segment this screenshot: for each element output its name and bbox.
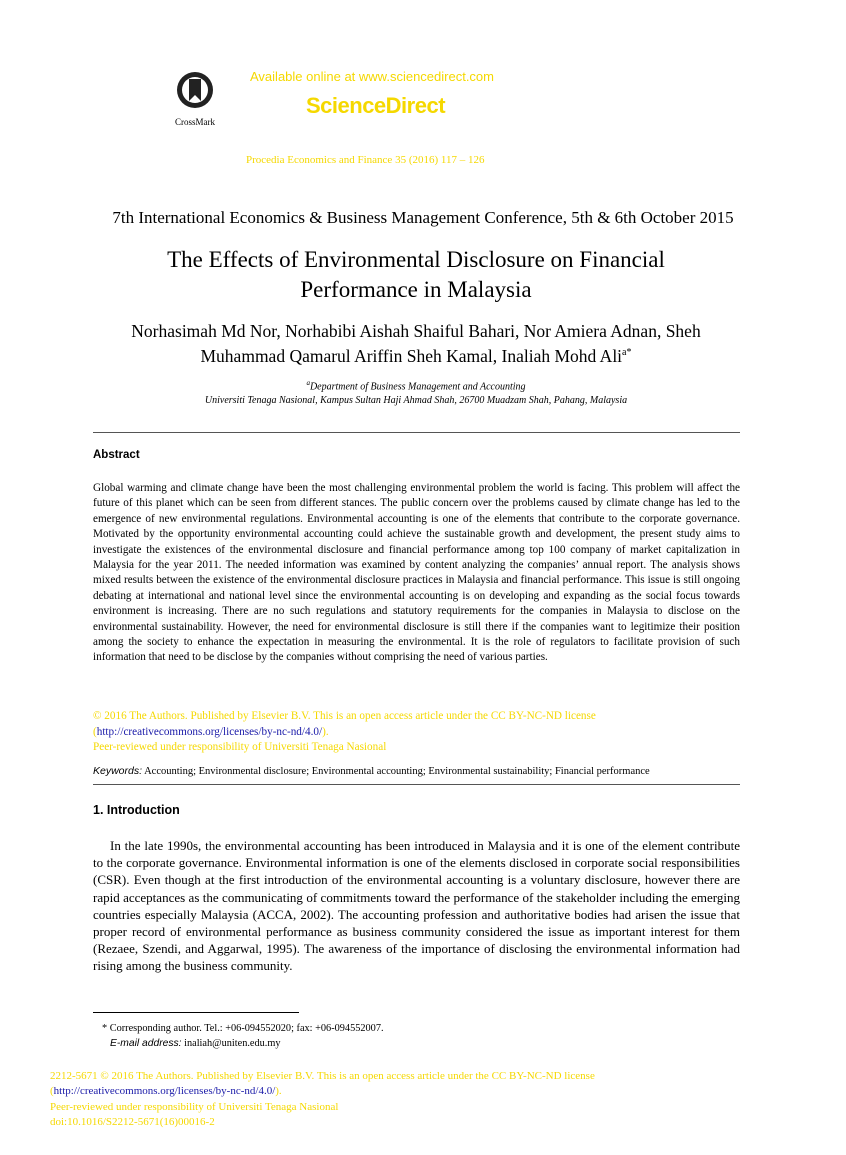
crossmark-label: CrossMark [175,117,215,127]
license-paren-open: ( [93,725,97,738]
bottom-license-line-1: 2212-5671 © 2016 The Authors. Published by Elsevier B.V. This is an open access article under the CC BY-NC-ND license [50,1070,595,1082]
authors-line-1: Norhasimah Md Nor, Norhabibi Aishah Shaiful Bahari, Nor Amiera Adnan, Sheh [131,321,701,341]
affiliation-address: Universiti Tenaga Nasional, Kampus Sultan Haji Ahmad Shah, 26700 Muadzam Shah, Pahang, Malaysia [204,395,628,407]
email-label: E-mail address: [110,1038,182,1049]
introduction-heading: 1. Introduction [93,803,180,817]
keywords-text: Accounting; Environmental disclosure; Environmental accounting; Environmental sustainability; Financial performance [144,766,650,777]
abstract-text: Global warming and climate change have been the most challenging environmental problem the world is facing. This problem will affect the future of this planet which can be seen from different stances. The public concern over the problems caused by climate change has led to the emergence of new environmental regulations. Environmental accounting is one of the elements that contribute to the corporate governance. Motivated by the opportunity environmental accounting could achieve the sustainable growth and development, the present study aims to investigate the existences of the environmental disclosure and financial performance among top 100 company of market capitalization in Malaysia for the year 2011. The needed information was examined by content analyzing the companies’ annual report. The analysis shows mixed results between the existence of the environmental disclosure practices in Malaysia and financial performance. This issue is still ongoing debating at international and national level since the environmental accounting is on developing and expanding as the social focus towards environment is increasing. There are no such regulations and statutory requirements for the companies in Malaysia to disclose on the environmental sustainability. However, the need for environmental disclosure is still there if the companies want to legitimize their position among the society to enhance the expectation in measuring the environmental. It is the role of regulators to facilitate provision of such information that need to be disclose by the companies without comprising the need of various parties. [93,482,740,664]
introduction-text: In the late 1990s, the environmental accounting has been introduced in Malaysia and it is one of the element contribute to the corporate governance. Environmental information is one of the elements disclosed in corporate social responsibilities (CSR). Even though at the first introduction of the environmental accounting is a voluntary disclosure, however there are rapid acceptances as the communicating of commitments toward the performance of the stakeholder including the emerging countries especially Malaysia (ACCA, 2002). The accounting profession and authoritative bodies had arisen the issue that proper record of environmental performance as business community considered the issue as important interest for them (Rezaee, Szendi, and Aggarwal, 1995). The awareness of the importance of disclosing the environmental information had rising among the business community. [93,838,740,974]
title-line-2: Performance in Malaysia [300,277,532,302]
footnote [102,1021,384,1051]
authors [90,321,742,367]
paper-title [100,245,732,305]
license-url-link[interactable]: http://creativecommons.org/licenses/by-nc-nd/4.0/ [96,725,323,738]
email-address[interactable]: inaliah@uniten.edu.my [184,1038,281,1049]
author-affiliation-marker: a* [622,347,632,358]
keywords-label: Keywords: [93,765,143,777]
affiliation-marker: a [306,379,310,387]
keywords [93,765,650,777]
divider-top [93,432,740,433]
bottom-paren-close: ). [275,1085,282,1098]
license-paren-close: ). [322,725,329,738]
doi[interactable]: doi:10.1016/S2212-5671(16)00016-2 [50,1115,215,1128]
license-line-1: © 2016 The Authors. Published by Elsevier B.V. This is an open access article under the CC BY-NC-ND license [93,710,596,722]
sciencedirect-logo[interactable]: ScienceDirect [306,93,446,118]
license-notice [93,709,596,756]
bottom-paren-open: ( [50,1085,54,1098]
conference-line: 7th International Economics & Business Management Conference, 5th & 6th October 2015 [112,208,734,227]
corresponding-author: * Corresponding author. Tel.: +06-094552020; fax: +06-094552007. [102,1023,384,1034]
title-line-1: The Effects of Environmental Disclosure on Financial [167,247,665,272]
bottom-license [50,1069,595,1130]
footnote-divider [93,1012,299,1013]
license-line-3: Peer-reviewed under responsibility of Universiti Tenaga Nasional [93,741,387,753]
crossmark-icon [175,70,215,110]
affiliation-department: Department of Business Management and Accounting [309,381,526,393]
abstract-heading: Abstract [93,449,140,461]
authors-line-2: Muhammad Qamarul Ariffin Sheh Kamal, Inaliah Mohd Ali [200,345,623,366]
divider-bottom [93,784,740,785]
available-online-link[interactable]: Available online at www.sciencedirect.com [250,69,494,84]
affiliation [60,376,772,408]
bottom-license-url-link[interactable]: http://creativecommons.org/licenses/by-nc-nd/4.0/ [53,1085,276,1098]
crossmark-badge[interactable] [170,70,220,127]
journal-citation: Procedia Economics and Finance 35 (2016) 117 – 126 [246,154,485,166]
bottom-license-line-3: Peer-reviewed under responsibility of Universiti Tenaga Nasional [50,1100,339,1113]
